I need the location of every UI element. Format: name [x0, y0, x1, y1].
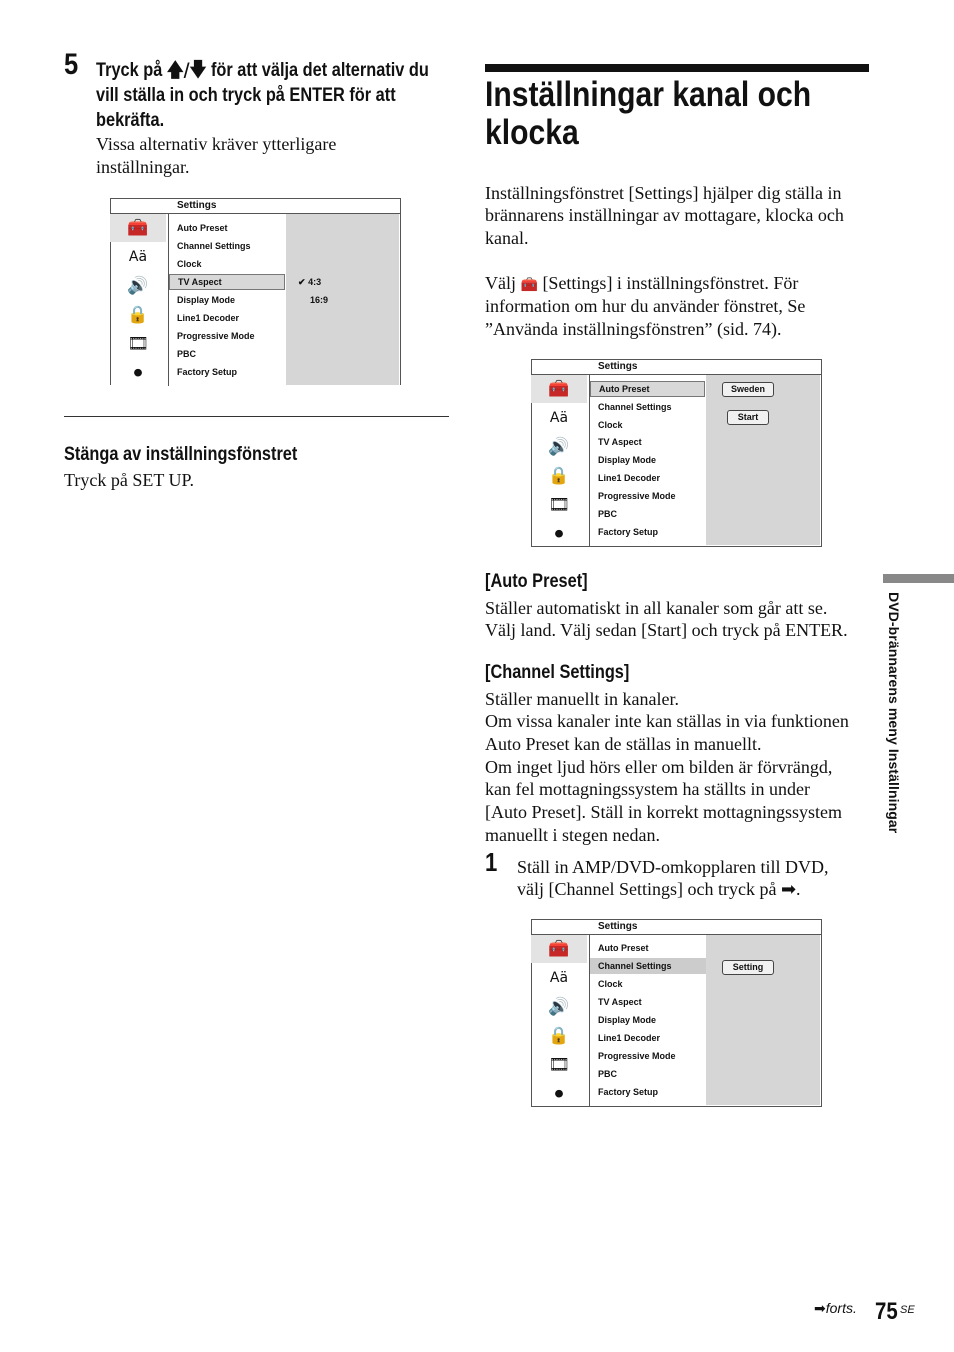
- intro-line3: kanal.: [485, 228, 529, 248]
- channel-line: Ställer manuellt in kanaler.: [485, 689, 679, 709]
- step-heading-line3: bekräfta.: [96, 110, 165, 131]
- menu-item-auto-preset[interactable]: Auto Preset: [598, 943, 649, 953]
- step-note-line2: inställningar.: [96, 157, 190, 177]
- menu-item-display-mode[interactable]: Display Mode: [598, 455, 657, 465]
- option-16-9[interactable]: 16:9: [310, 295, 329, 305]
- intro-line2: brännarens inställningar av mottagare, klocka och: [485, 205, 844, 225]
- disc-icon: ⏺: [133, 362, 143, 383]
- menu-item-tv-aspect[interactable]: TV Aspect: [598, 997, 642, 1007]
- auto-preset-heading: [Auto Preset]: [485, 571, 588, 592]
- page-title-line2: klocka: [485, 113, 579, 152]
- lock-icon: 🔒: [548, 1025, 570, 1046]
- page-number: 75: [875, 1298, 898, 1325]
- step1-line1: Ställ in AMP/DVD-omkopplaren till DVD,: [517, 857, 829, 877]
- menu-item-display-mode[interactable]: Display Mode: [598, 1015, 657, 1025]
- channel-line: Om inget ljud hörs eller om bilden är förvrängd,: [485, 757, 833, 777]
- menu-item-display-mode[interactable]: Display Mode: [177, 295, 236, 305]
- screen-title: Settings: [177, 200, 217, 211]
- menu-item-progressive-mode[interactable]: Progressive Mode: [177, 331, 255, 341]
- close-text: Tryck på SET UP.: [64, 470, 195, 490]
- language-icon: Aä: [128, 249, 148, 265]
- lock-icon: 🔒: [127, 304, 149, 325]
- menu-item-clock[interactable]: Clock: [598, 979, 623, 989]
- screen-title: Settings: [598, 361, 638, 372]
- film-icon: 🎞: [548, 494, 570, 515]
- page-suffix: SE: [900, 1304, 915, 1316]
- menu-item-tv-aspect[interactable]: TV Aspect: [169, 274, 285, 290]
- menu-item-pbc[interactable]: PBC: [598, 1069, 618, 1079]
- continued-label: ➡forts.: [814, 1300, 857, 1317]
- lock-icon: 🔒: [548, 465, 570, 486]
- menu-item-auto-preset[interactable]: Auto Preset: [177, 223, 228, 233]
- menu-item-clock[interactable]: Clock: [177, 259, 202, 269]
- step-note-line1: Vissa alternativ kräver ytterligare: [96, 134, 337, 154]
- setting-button[interactable]: Setting: [722, 960, 774, 975]
- intro-line1: Inställningsfönstret [Settings] hjälper dig ställa in: [485, 183, 842, 203]
- screen-title: Settings: [598, 921, 638, 932]
- menu-item-progressive-mode[interactable]: Progressive Mode: [598, 491, 676, 501]
- film-icon: 🎞: [127, 333, 149, 354]
- step-heading-line2: vill ställa in och tryck på ENTER för att: [96, 85, 396, 106]
- channel-line: manuellt i stegen nedan.: [485, 825, 660, 845]
- choose-line2: information om hur du använder fönstret, Se: [485, 296, 806, 316]
- step-heading-line1: Tryck på 🡅/🡇 för att välja det alternativ du: [96, 59, 429, 81]
- option-4-3[interactable]: ✔ 4:3: [298, 277, 322, 287]
- menu-item-line1-decoder[interactable]: Line1 Decoder: [177, 313, 240, 323]
- up-down-arrow-icon: 🡅/🡇: [166, 59, 207, 81]
- channel-line: Om vissa kanaler inte kan ställas in via funktionen: [485, 711, 849, 731]
- speaker-icon: 🔊: [548, 996, 570, 1017]
- toolbox-icon: 🧰: [531, 375, 587, 403]
- menu-item-progressive-mode[interactable]: Progressive Mode: [598, 1051, 676, 1061]
- channel-line: Auto Preset kan de ställas in manuellt.: [485, 734, 762, 754]
- auto-preset-line1: Ställer automatiskt in all kanaler som går att se.: [485, 598, 828, 618]
- disc-icon: ⏺: [554, 1083, 564, 1104]
- sweden-button[interactable]: Sweden: [722, 382, 774, 397]
- check-icon: ✔: [298, 277, 306, 287]
- menu-item-channel-settings[interactable]: Channel Settings: [590, 958, 707, 974]
- start-button[interactable]: Start: [727, 410, 769, 425]
- disc-icon: ⏺: [554, 523, 564, 544]
- step1-line2: välj [Channel Settings] och tryck på ➡.: [517, 879, 801, 900]
- settings-screen-channel-settings: [531, 919, 822, 1107]
- language-icon: Aä: [549, 410, 569, 426]
- page-title-line1: Inställningar kanal och: [485, 75, 812, 114]
- menu-item-channel-settings[interactable]: Channel Settings: [598, 402, 672, 412]
- side-tab-label: DVD-brännarens meny Inställningar: [886, 592, 902, 834]
- right-arrow-icon: ➡: [780, 879, 797, 900]
- channel-line: kan fel mottagningssystem ha ställts in under: [485, 779, 810, 799]
- toolbox-icon: 🧰: [531, 935, 587, 963]
- speaker-icon: 🔊: [127, 275, 149, 296]
- menu-item-auto-preset[interactable]: Auto Preset: [590, 381, 705, 397]
- menu-item-line1-decoder[interactable]: Line1 Decoder: [598, 1033, 661, 1043]
- auto-preset-line2: Välj land. Välj sedan [Start] och tryck på ENTER.: [485, 620, 848, 640]
- side-tab-marker: [883, 574, 954, 583]
- section-divider: [64, 416, 449, 417]
- menu-item-pbc[interactable]: PBC: [177, 349, 197, 359]
- toolbox-icon: 🧰: [520, 277, 538, 293]
- menu-item-line1-decoder[interactable]: Line1 Decoder: [598, 473, 661, 483]
- channel-settings-heading: [Channel Settings]: [485, 662, 630, 683]
- step-number: 5: [64, 48, 79, 81]
- choose-line3: ”Använda inställningsfönstren” (sid. 74).: [485, 319, 782, 339]
- step-number: 1: [485, 847, 498, 877]
- settings-screen-auto-preset: [531, 359, 822, 547]
- choose-line1: Välj 🧰 [Settings] i inställningsfönstret. För: [485, 273, 799, 293]
- title-bar: [485, 64, 869, 72]
- toolbox-icon: 🧰: [110, 214, 166, 242]
- menu-item-channel-settings[interactable]: Channel Settings: [177, 241, 251, 251]
- language-icon: Aä: [549, 970, 569, 986]
- menu-item-factory-setup[interactable]: Factory Setup: [177, 367, 238, 377]
- menu-item-clock[interactable]: Clock: [598, 420, 623, 430]
- close-heading: Stänga av inställningsfönstret: [64, 444, 298, 465]
- menu-item-pbc[interactable]: PBC: [598, 509, 618, 519]
- menu-item-factory-setup[interactable]: Factory Setup: [598, 527, 659, 537]
- menu-item-tv-aspect[interactable]: TV Aspect: [598, 437, 642, 447]
- channel-line: [Auto Preset]. Ställ in korrekt mottagningssystem: [485, 802, 842, 822]
- film-icon: 🎞: [548, 1054, 570, 1075]
- menu-item-factory-setup[interactable]: Factory Setup: [598, 1087, 659, 1097]
- right-arrow-icon: ➡: [814, 1301, 826, 1317]
- settings-screen-tv-aspect: [110, 198, 401, 386]
- speaker-icon: 🔊: [548, 436, 570, 457]
